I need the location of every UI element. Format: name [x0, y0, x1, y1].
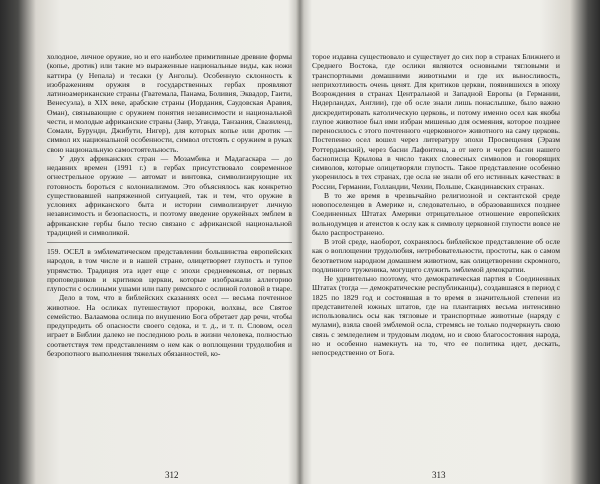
- entry-separator: [47, 242, 292, 243]
- left-paragraph-1: холодное, личное оружие, но и его наиболее примитивные древние формы (копье, дротик) или такие мэ выраженные национальные виды, как ножи каттира (у Непала) и тесаки (у Анголы). Особенную склонность к изображениям оружия в государственных гербах проявляют латиноамериканские страны (Гватемала, Панама, Боливия, Эквадор, Гаити, Венесуэла), в XIX веке, арабские страны (Иордания, Саудовская Аравия, Оман), связывающие с оружием понятия независимости и национальной чести, и молодые африканские страны (Заир, Уганда, Танзания, Свазиленд, Сомали, Бурунди, Джибути, Нигер), для которых копье или дротик — символ их национальной особенности, символ отстоять с оружием в руках свою национальную самостоятельность.: [47, 52, 292, 154]
- page-number-right: 313: [432, 470, 446, 480]
- right-page: [312, 52, 560, 482]
- right-paragraph-2: В то же время в чрезвычайно религиозной и сектантской среде новопоселенцев в Америке и, следовательно, в образовавшихся позднее Соединенных Штатах Америки отрицательное отношение европейских вольнодумцев и атеистов к ослу как к символу церковной глупости вовсе не было распространено.: [312, 190, 560, 237]
- entry-headword: ОСЕЛ: [63, 247, 84, 256]
- left-paragraph-3: Дело в том, что в библейских сказаниях осел — весьма почтенное животное. На осликах путешествуют пророки, волхвы, все Святое семейство. Валаамова ослица по внушению Бога обретает дар речи, чтобы предупредить об опасности своего седока, и т. д., и т. п. Словом, осел играет в Библии далеко не последнюю роль в жизни человека, полностью соответствуя тем представлениям о нем как о воплощении трудолюбия и безропотного выполнения тяжелых обязанностей, ко-: [47, 293, 292, 358]
- right-paragraph-3: В этой среде, наоборот, сохранялось библейское представление об осле как о воплощении трудолюбия, нетребовательности, простоты, как о самом безответном народном домашнем животном, как олицетворении скромного, подлинного труженика, могущего служить эмблемой демократии.: [312, 237, 560, 274]
- entry-159: [47, 247, 292, 293]
- right-paragraph-4: Не удивительно поэтому, что демократическая партия в Соединенных Штатах (тогда — демократические республиканцы), создавшаяся в период с 1825 по 1829 год и состоявшая в то время в значительной степени из представителей южных штатов, где на плантациях весьма интенсивно использовались осы как тягловые и транспортные животные (наряду с мулами), взяла своей эмблемой осла, стремясь не только подчеркнуть свою связь с земледелием и трудовым людом, но и свою благосостояния народа, но и особенно намекнуть на то, что ее политика идет, дескать, непосредственно от Бога.: [312, 274, 560, 357]
- left-paragraph-2: У двух африканских стран — Мозамбика и Мадагаскара — до недавних времен (1991 г.) в гербах присутствовало современное огнестрельное оружие — автомат и винтовка, символизирующие их готовность бороться с колониализмом. Это объяснялось как конкретно существовавшей напряженной ситуацией, так и тем, что оружие в условиях африканского быта и истории символизирует личную независимость и безопасность, и поэтому введение оружейных эмблем в африканские гербы было тесно связано с африканской национальной традицией и символикой.: [47, 153, 292, 237]
- page-number-left: 312: [165, 470, 179, 480]
- book-spine: [296, 0, 304, 484]
- entry-number: 159.: [47, 247, 61, 256]
- right-paragraph-1: торое издавна существовало и существует до сих пор в странах Ближнего и Среднего Востока, где ослики являются основными тягловыми и транспортными домашними животными и где их выносливость, неприхотливость очень ценят. Для критиков церкви, появившихся в эпоху Возрождения в странах Центральной и Западной Европы (в Германии, Нидерландах, Англии), где об осле знали лишь понаслышке, было важно дискредитировать католическую церковь, и потому именно осел как якобы глупое животное был ими избран мишенью для осмеяния, которое позднее переносилось с этого почтенного «церковного» животного на саму церковь. Постепенно осел вошел через литературу эпохи Просвещения (Эразм Роттердамский), через басни Лафонтена, а от него и через басни нашего баснописца Крылова в число таких словесных символов и говорящих символов, которые олицетворяли глупость. Такое представление особенно укоренилось в тех странах, где осла не знали об его истинных качествах: в России, Германии, Голландии, Чехии, Польше, Скандинавских странах.: [312, 52, 560, 191]
- left-page: [47, 52, 292, 482]
- entry-text: в эмблематическом представлении большинства европейских народов, в том числе и в нашей стране, олицетворяет глупость и тупое упрямство. Традиция эта идет еще с эпохи средневековья, от первых проповедников и критиков церкви, которые изображали аллегорию глупости с ослиными ушами или папу римского с ослиной головой в тиаре.: [47, 247, 292, 293]
